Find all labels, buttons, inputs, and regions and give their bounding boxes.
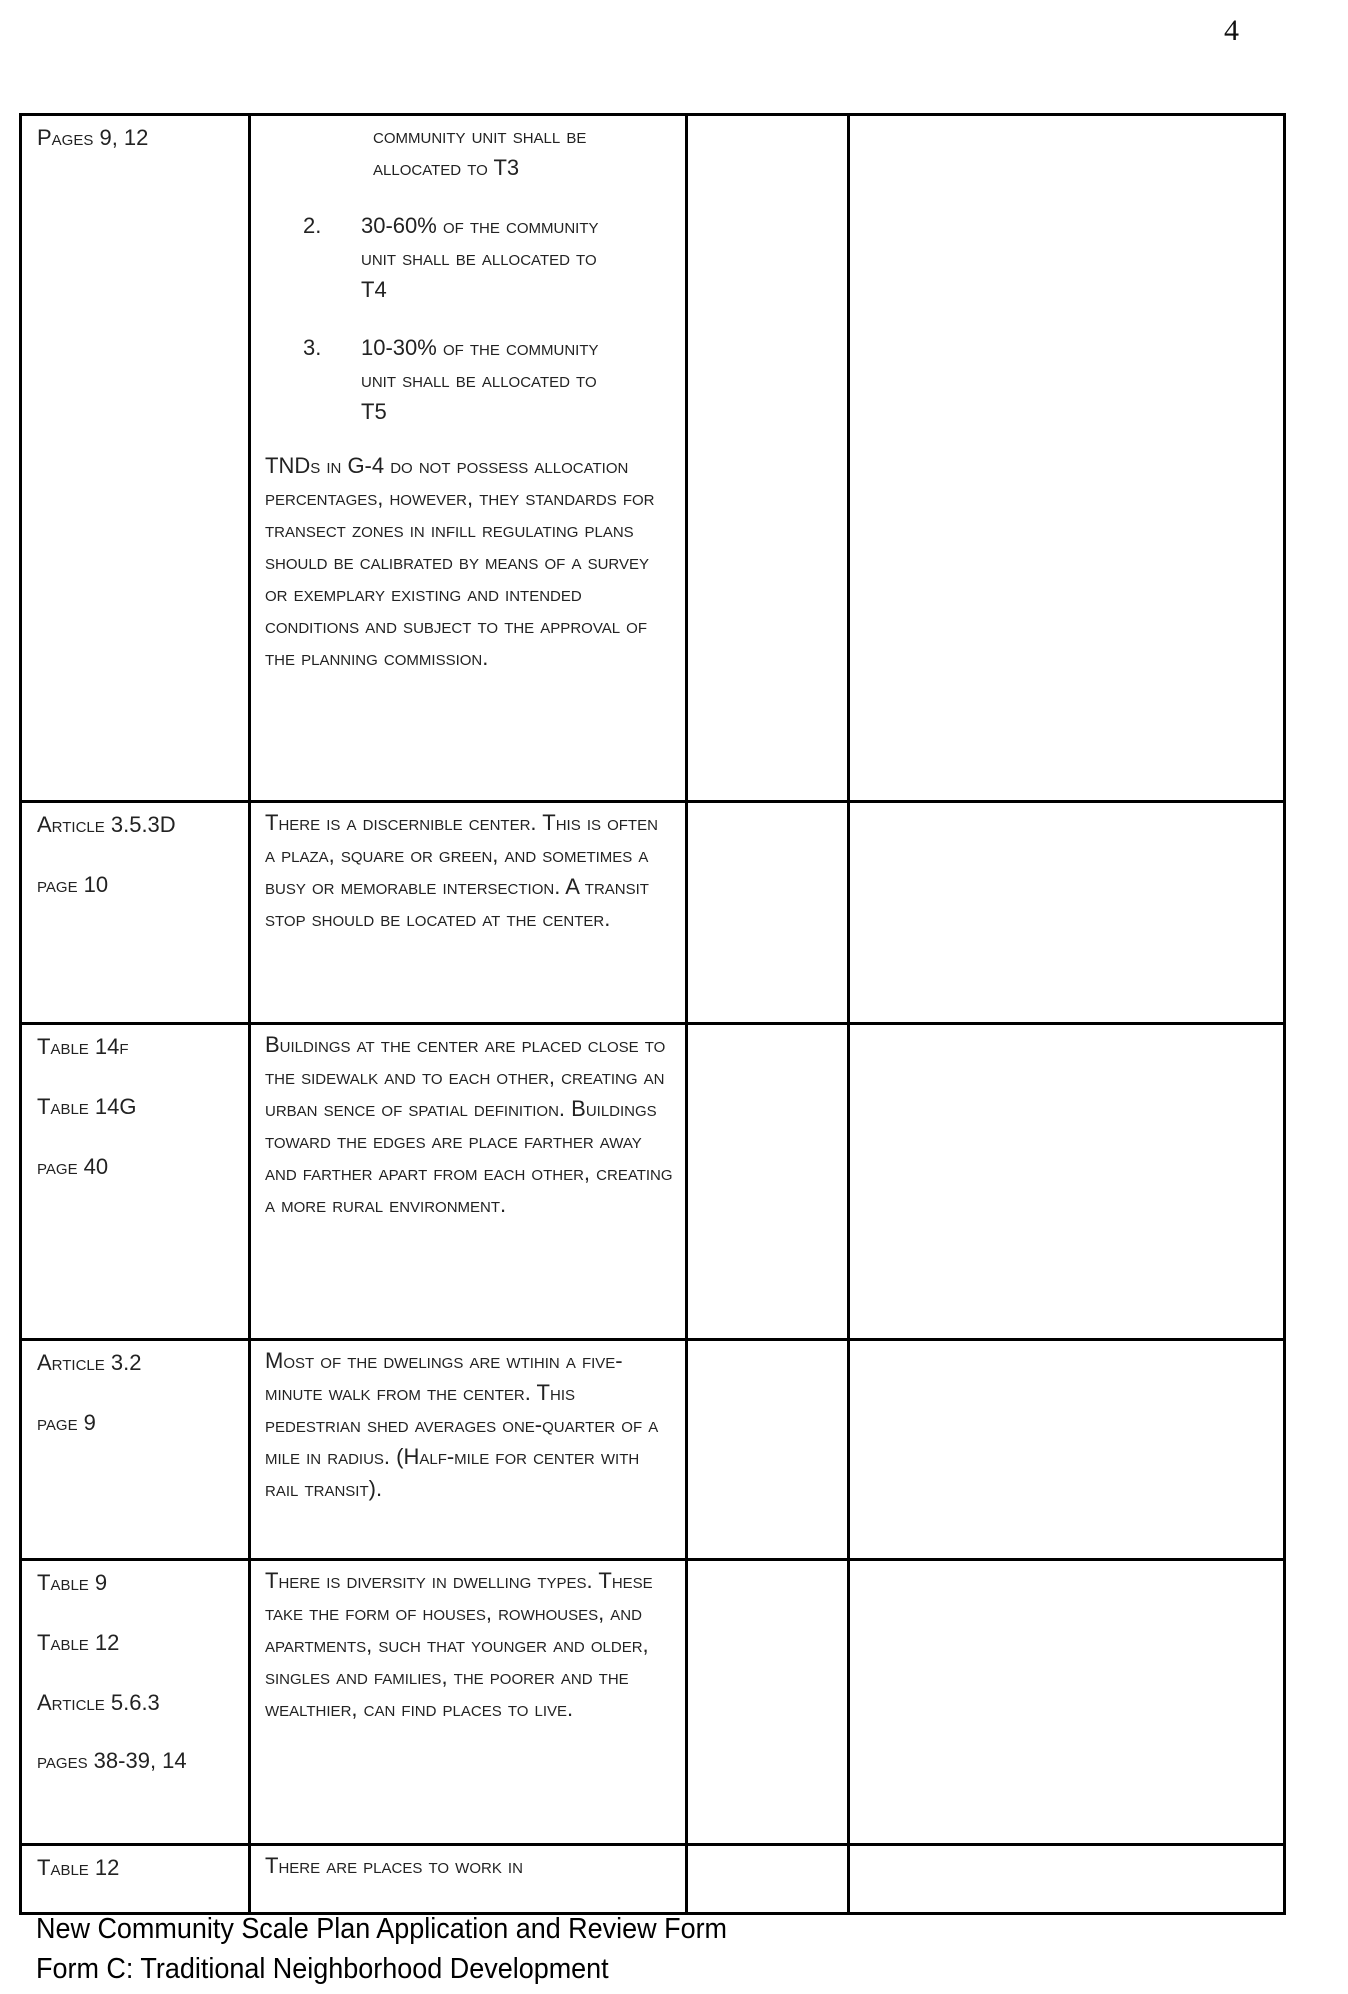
table-row <box>21 1340 1285 1560</box>
reference-text: pages 38-39, 14 <box>37 1748 187 1773</box>
comments-cell[interactable] <box>849 1340 1285 1560</box>
table-row <box>21 802 1285 1024</box>
reference-cell <box>21 1845 250 1914</box>
reference-text: Table 14G <box>37 1094 137 1119</box>
list-item-text: 10-30% of the community unit shall be allocated to T5 <box>361 335 599 424</box>
table-row <box>21 1024 1285 1340</box>
description-cell <box>250 1024 687 1340</box>
list-item <box>265 210 673 306</box>
list-item-text: 30-60% of the community unit shall be allocated to T4 <box>361 213 599 302</box>
review-form-table <box>19 113 1286 1915</box>
reference-text: Table 12 <box>37 1855 120 1880</box>
description-cell <box>250 1560 687 1845</box>
description-text: Buildings at the center are placed close to the sidewalk and to each other, creating an urban sence of spatial definition. Buildings toward the edges are place farther away and farther apart from each other, creating a more rural environment. <box>265 1032 673 1217</box>
response-cell[interactable] <box>687 1340 849 1560</box>
comments-cell[interactable] <box>849 115 1285 802</box>
paragraph-text: TNDs in G-4 do not possess allocation percentages, however, they standards for transect zones in infill regulating plans should be calibrated by means of a survey or exemplary existing and intended conditions and subject to the approval of the planning commission. <box>265 453 655 670</box>
response-cell[interactable] <box>687 1560 849 1845</box>
reference-text: Article 5.6.3 <box>37 1690 160 1715</box>
reference-cell <box>21 802 250 1024</box>
table-row <box>21 1845 1285 1914</box>
reference-text: Pages 9, 12 <box>37 125 149 150</box>
reference-cell <box>21 1024 250 1340</box>
reference-text: Article 3.5.3D <box>37 812 176 837</box>
comments-cell[interactable] <box>849 1560 1285 1845</box>
list-number: 3. <box>303 335 322 360</box>
reference-text: page 9 <box>37 1410 96 1435</box>
page-footer <box>36 1909 727 1989</box>
reference-text: page 10 <box>37 872 109 897</box>
reference-text: Table 14f <box>37 1034 129 1059</box>
comments-cell[interactable] <box>849 1845 1285 1914</box>
list-continuation: community unit shall be allocated to T3 <box>373 123 587 180</box>
description-cell <box>250 1845 687 1914</box>
response-cell[interactable] <box>687 802 849 1024</box>
page-number: 4 <box>1224 14 1239 47</box>
description-text: There is diversity in dwelling types. These take the form of houses, rowhouses, and apartments, such that younger and older, singles and families, the poorer and the wealthier, can find places to live. <box>265 1568 653 1721</box>
comments-cell[interactable] <box>849 1024 1285 1340</box>
comments-cell[interactable] <box>849 802 1285 1024</box>
description-text: Most of the dwelings are wtihin a five-minute walk from the center. This pedestrian shed averages one-quarter of a mile in radius. (Half-mile for center with rail transit). <box>265 1348 659 1501</box>
description-text: There is a discernible center. This is often a plaza, square or green, and sometimes a busy or memorable intersection. A transit stop should be located at the center. <box>265 810 658 931</box>
description-cell <box>250 115 687 802</box>
response-cell[interactable] <box>687 115 849 802</box>
response-cell[interactable] <box>687 1845 849 1914</box>
list-number: 2. <box>303 213 322 238</box>
description-text: There are places to work in <box>265 1853 523 1878</box>
response-cell[interactable] <box>687 1024 849 1340</box>
reference-cell <box>21 115 250 802</box>
list-item <box>265 332 673 428</box>
footer-form-title: New Community Scale Plan Application and Review Form <box>36 1913 728 1945</box>
footer-form-subtitle: Form C: Traditional Neighborhood Development <box>36 1953 609 1985</box>
reference-text: page 40 <box>37 1154 109 1179</box>
reference-text: Article 3.2 <box>37 1350 142 1375</box>
table-row <box>21 1560 1285 1845</box>
reference-cell <box>21 1340 250 1560</box>
description-cell <box>250 802 687 1024</box>
description-cell <box>250 1340 687 1560</box>
reference-text: Table 12 <box>37 1630 120 1655</box>
reference-cell <box>21 1560 250 1845</box>
table-row <box>21 115 1285 802</box>
reference-text: Table 9 <box>37 1570 108 1595</box>
